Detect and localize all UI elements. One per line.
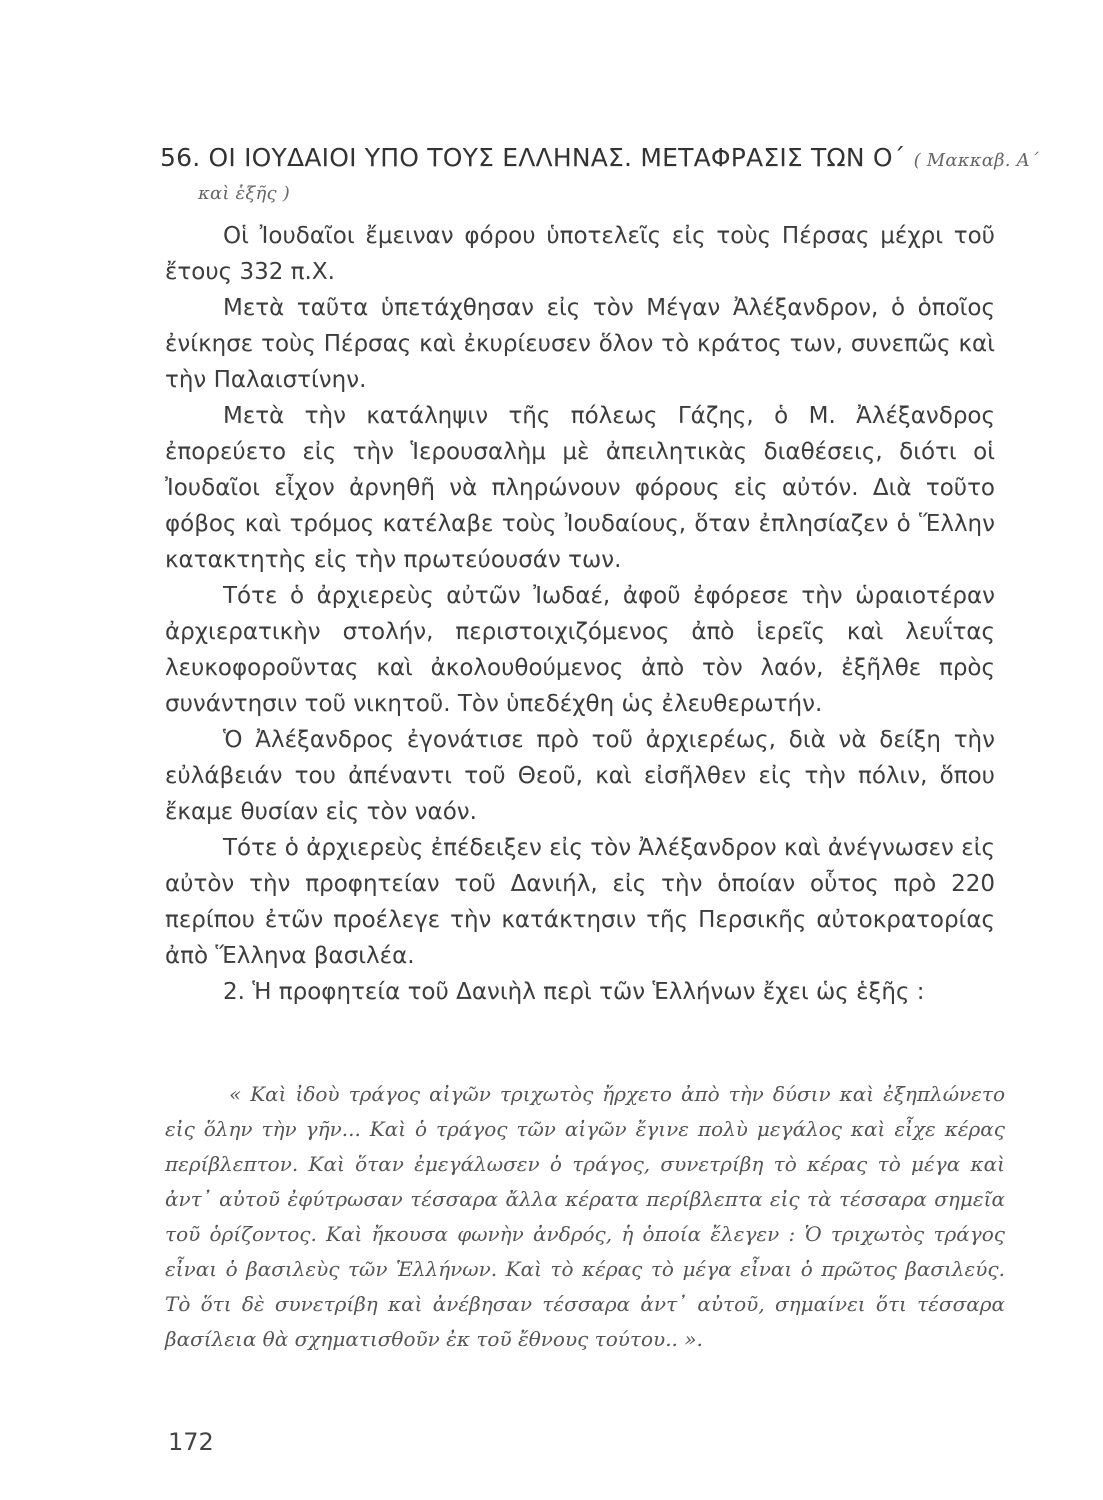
paragraph: Οἱ Ἰουδαῖοι ἔμειναν φόρου ὑποτελεῖς εἰς τοὺς Πέρσας μέχρι τοῦ ἔτους 332 π.Χ. xyxy=(165,223,995,285)
page-number: 172 xyxy=(168,1428,214,1456)
body-text xyxy=(165,218,995,1010)
section-reference: ( Μακκαβ. Α΄ xyxy=(913,150,1039,171)
paragraph: Ὁ Ἀλέξανδρος ἐγονάτισε πρὸ τοῦ ἀρχιερέως, διὰ νὰ δείξη τὴν εὐλάβειάν του ἀπέναντι τοῦ Θεοῦ, καὶ εἰσῆλθεν εἰς τὴν πόλιν, ὅπου ἔκαμε θυσίαν εἰς τὸν ναόν. xyxy=(165,727,995,825)
paragraph: Μετὰ ταῦτα ὑπετάχθησαν εἰς τὸν Μέγαν Ἀλέξανδρον, ὁ ὁποῖος ἐνίκησε τοὺς Πέρσας καὶ ἐκυρίευσεν ὅλον τὸ κράτος των, συνεπῶς καὶ τὴν Παλαιστίνην. xyxy=(165,295,995,393)
section-heading xyxy=(160,140,1040,209)
prophecy-quote: « Καὶ ἰδοὺ τράγος αἰγῶν τριχωτὸς ἤρχετο ἀπὸ τὴν δύσιν καὶ ἐξηπλώνετο εἰς ὅλην τὴν γῆν... Καὶ ὁ τράγος τῶν αἰγῶν ἔγινε πολὺ μεγάλος καὶ εἶχε κέρας περίβλεπτον. Καὶ ὅταν ἐμεγάλωσεν ὁ τράγος, συνετρίβη τὸ κέρας τὸ μέγα καὶ ἀντ᾽ αὐτοῦ ἐφύτρωσαν τέσσαρα ἄλλα κέρατα περίβλεπτα εἰς τὰ τέσσαρα σημεῖα τοῦ ὁρίζοντος. Καὶ ἤκουσα φωνὴν ἀνδρός, ἡ ὁποία ἔλεγεν : Ὁ τριχωτὸς τράγος εἶναι ὁ βασιλεὺς τῶν Ἑλλήνων. Καὶ τὸ κέρας τὸ μέγα εἶναι ὁ πρῶτος βασιλεύς. Τὸ ὅτι δὲ συνετρίβη καὶ ἀνέβησαν τέσσαρα ἀντ᾽ αὐτοῦ, σημαίνει ὅτι τέσσαρα βασίλεια θὰ σχηματισθοῦν ἐκ τοῦ ἔθνους τούτου.. ». xyxy=(165,1082,1005,1351)
paragraph: Τότε ὁ ἀρχιερεὺς αὐτῶν Ἰωδαέ, ἀφοῦ ἐφόρεσε τὴν ὡραιοτέραν ἀρχιερατικὴν στολήν, περιστοιχιζόμενος ἀπὸ ἱερεῖς καὶ λευΐτας λευκοφοροῦντας καὶ ἀκολουθούμενος ἀπὸ τὸν λαόν, ἐξῆλθε πρὸς συνάντησιν τοῦ νικητοῦ. Τὸν ὑπεδέχθη ὡς ἐλευθερωτήν. xyxy=(165,583,995,717)
section-reference-continued: καὶ ἑξῆς ) xyxy=(198,183,290,204)
paragraph: Τότε ὁ ἀρχιερεὺς ἐπέδειξεν εἰς τὸν Ἀλέξανδρον καὶ ἀνέγνωσεν εἰς αὐτὸν τὴν προφητείαν τοῦ Δανιήλ, εἰς τὴν ὁποίαν οὗτος πρὸ 220 περίπου ἐτῶν προέλεγε τὴν κατάκτησιν τῆς Περσικῆς αὐτοκρατορίας ἀπὸ Ἕλληνα βασιλέα. xyxy=(165,835,995,969)
paragraph: Μετὰ τὴν κατάληψιν τῆς πόλεως Γάζης, ὁ Μ. Ἀλέξανδρος ἐπορεύετο εἰς τὴν Ἱερουσαλὴμ μὲ ἀπειλητικὰς διαθέσεις, διότι οἱ Ἰουδαῖοι εἶχον ἀρνηθῆ νὰ πληρώνουν φόρους εἰς αὐτόν. Διὰ τοῦτο φόβος καὶ τρόμος κατέλαβε τοὺς Ἰουδαίους, ὅταν ἐπλησίαζεν ὁ Ἕλλην κατακτητὴς εἰς τὴν πρωτεύουσάν των. xyxy=(165,403,995,573)
paragraph: 2. Ἡ προφητεία τοῦ Δανιὴλ περὶ τῶν Ἑλλήνων ἔχει ὡς ἑξῆς : xyxy=(223,979,925,1005)
section-title: 56. ΟΙ ΙΟΥΔΑΙΟΙ ΥΠΟ ΤΟΥΣ ΕΛΛΗΝΑΣ. ΜΕΤΑΦΡΑΣΙΣ ΤΩΝ Ο΄ xyxy=(160,143,906,172)
